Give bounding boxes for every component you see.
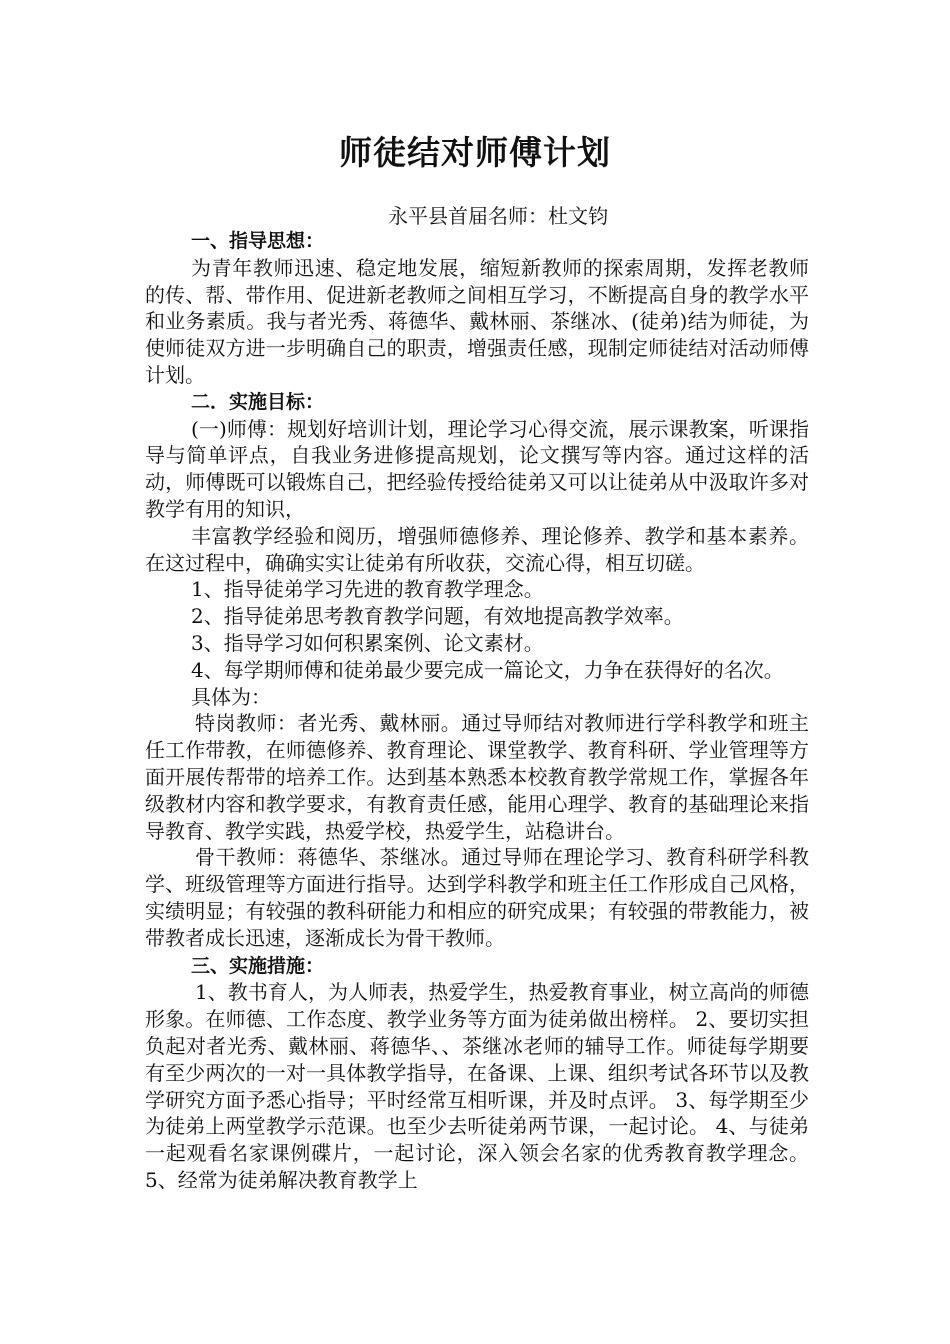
paragraph-specific-label: 具体为： xyxy=(191,684,271,709)
paragraph-guiding-thought: 为青年教师迅速、稳定地发展，缩短新教师的探索周期，发挥老教师的传、帮、带作用、促进新老教师之间相互学习，不断提高自身的教学水平和业务素质。我与者光秀、蒋德华、戴林丽、茶继冰、(徒弟)结为师徒，为使师徒双方进一步明确自己的职责，增强责任感，现制定师徒结对活动师傅计划。 xyxy=(145,255,809,387)
document-body xyxy=(145,228,809,1194)
section-heading-guiding-thought: 一、指导思想： xyxy=(191,230,325,252)
section-heading-measures-text: 三、实施措施： xyxy=(191,954,325,977)
paragraph-backbone-teachers: 骨干教师：蒋德华、茶继冰。通过导师在理论学习、教育科研学科教学、班级管理等方面进行指导。达到学科教学和班主任工作形成自己风格，实绩明显；有较强的教科研能力和相应的研究成果；有较强的带教能力，被带教者成长迅速，逐渐成长为骨干教师。 xyxy=(145,845,809,950)
list-item-goal-2: 2、指导徒弟思考教育教学问题，有效地提高教学效率。 xyxy=(191,604,684,629)
list-item-goal-3: 3、指导学习如何积累案例、论文素材。 xyxy=(191,630,544,655)
paragraph-measures: 1、教书育人，为人师表，热爱学生，热爱教育事业，树立高尚的师德形象。在师德、工作态度、教学业务等方面为徒弟做出榜样。 2、要切实担负起对者光秀、戴林丽、蒋德华、、茶继冰老师的辅导工作。师徒每学期要有至少两次的一对一具体教学指导，在备课、上课、组织考试各环节以及教学研究方面予悉心指导；平时经常互相听课，并及时点评。 3、每学期至少为徒弟上两堂教学示范课。也至少去听徒弟两节课，一起讨论。 4、与徒弟一起观看名家课例碟片，一起讨论，深入领会名家的优秀教育教学理念。 5、经常为徒弟解决教育教学上 xyxy=(145,980,809,1192)
section-heading-measures xyxy=(145,952,809,980)
list-item-goal-1: 1、指导徒弟学习先进的教育教学理念。 xyxy=(191,577,544,602)
author-line: 永平县首届名师：杜文钧 xyxy=(388,204,608,228)
document-title: 师徒结对师傅计划 xyxy=(339,133,611,172)
paragraph-enrich-experience: 丰富教学经验和阅历，增强师德修养、理论修养、教学和基本素养。在这过程中，确确实实让徒弟有所收获，交流心得，相互切磋。 xyxy=(145,523,809,575)
section-heading-goals: 二．实施目标： xyxy=(191,390,325,413)
paragraph-special-post-teachers: 特岗教师：者光秀、戴林丽。通过导师结对教师进行学科教学和班主任工作带教，在师德修养、教育理论、课堂教学、教育科研、学业管理等方面开展传帮带的培养工作。达到基本熟悉本校教育教学常规工作，掌握各年级教材内容和教学要求，有教育责任感，能用心理学、教育的基础理论来指导教育、教学实践，热爱学校，热爱学生，站稳讲台。 xyxy=(145,711,809,843)
list-item-goal-4: 4、每学期师傅和徒弟最少要完成一篇论文，力争在获得好的名次。 xyxy=(191,657,784,682)
paragraph-mentor-plan: (一)师傅：规划好培训计划，理论学习心得交流，展示课教案，听课指导与简单评点，自我业务进修提高规划，论文撰写等内容。通过这样的活动，师傅既可以锻炼自己，把经验传授给徒弟又可以让徒弟从中汲取许多对教学有用的知识， xyxy=(145,416,809,521)
